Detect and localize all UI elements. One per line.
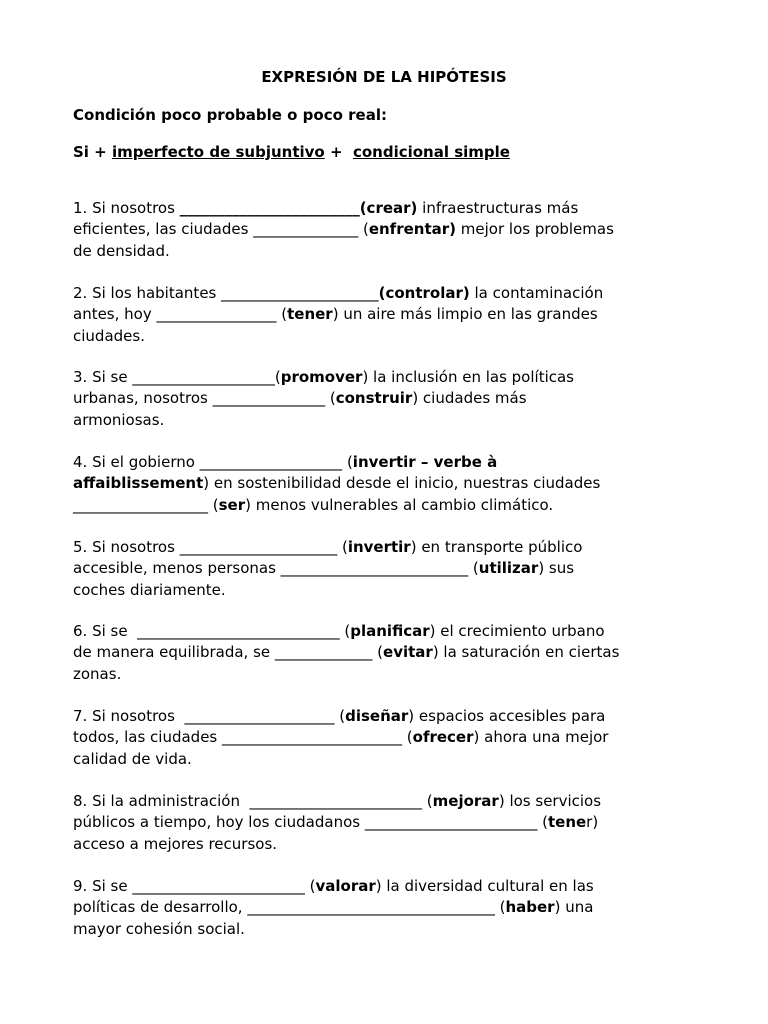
verb-hint: tener [287, 305, 333, 324]
verb-hint: promover [280, 368, 363, 386]
exercise-text: 2. Si los habitantes _____________________ [73, 284, 379, 302]
exercise-text: ) espacios accesibles para [408, 707, 606, 725]
verb-hint: ________________________(crear) [179, 199, 418, 217]
exercise-text: 3. Si se ___________________( [73, 368, 281, 386]
exercise-line [73, 452, 698, 473]
exercise-line [73, 558, 698, 579]
exercise-text: urbanas, nosotros _______________ ( [73, 389, 336, 408]
verb-hint: valorar [315, 877, 376, 895]
exercise-line [73, 897, 698, 918]
exercise-text: ) un aire más limpio en las grandes [332, 305, 598, 324]
verb-hint: enfrentar) [368, 220, 457, 239]
exercise-text: ) la saturación en ciertas [432, 643, 620, 662]
verb-hint: invertir [347, 538, 411, 556]
exercise-text: todos, las ciudades ________________________ ( [73, 728, 413, 747]
exercise-line [73, 834, 698, 855]
verb-hint: construir [335, 389, 413, 408]
exercise-text: 7. Si nosotros ____________________ ( [73, 707, 346, 725]
exercise-text: ciudades. [73, 326, 145, 345]
exercise-line [73, 706, 698, 727]
exercise-text: ) menos vulnerables al cambio climático. [245, 495, 554, 514]
verb-hint: (controlar) [378, 284, 470, 302]
exercise-text: ) ahora una mejor [473, 728, 609, 747]
exercise-line [73, 791, 698, 812]
exercise-line [73, 621, 698, 642]
exercise-text: eficientes, las ciudades ______________ ( [73, 220, 369, 239]
verb-hint: mejorar [432, 792, 499, 810]
exercise-line [73, 537, 698, 558]
verb-hint: planificar [350, 622, 430, 640]
exercise-item [73, 706, 698, 770]
exercise-line [73, 664, 698, 685]
exercise-text: coches diariamente. [73, 580, 226, 599]
exercise-item [73, 452, 698, 516]
exercise-text: 1. Si nosotros [73, 199, 180, 217]
exercise-text: de densidad. [73, 241, 170, 260]
exercise-item [73, 198, 698, 262]
exercise-line [73, 198, 698, 219]
verb-hint: evitar [383, 643, 433, 662]
exercise-text: 5. Si nosotros _____________________ ( [73, 538, 348, 556]
formula-line [73, 142, 510, 163]
exercise-line [73, 219, 698, 240]
verb-hint: tene [547, 813, 587, 832]
exercise-text: de manera equilibrada, se _____________ ( [73, 643, 384, 662]
exercise-text: ) en transporte público [410, 538, 583, 556]
formula-part-imperfect: imperfecto de subjuntivo [111, 143, 325, 161]
verb-hint: affaiblissement [73, 474, 204, 493]
verb-hint: ser [218, 495, 246, 514]
exercise-text: armoniosas. [73, 410, 165, 429]
exercise-text: mayor cohesión social. [73, 919, 245, 938]
exercise-text: ) los servicios [498, 792, 602, 810]
exercise-text: ) la inclusión en las políticas [362, 368, 574, 386]
formula-part-conditional: condicional simple [352, 143, 510, 161]
exercise-text: ) la diversidad cultural en las [375, 877, 594, 895]
exercise-item [73, 791, 698, 855]
exercise-line [73, 876, 698, 897]
exercise-line [73, 283, 698, 304]
exercise-line [73, 812, 698, 833]
verb-hint: utilizar [478, 559, 539, 578]
exercise-text: la contaminación [469, 284, 604, 302]
exercise-line [73, 727, 698, 748]
exercise-line [73, 749, 698, 770]
exercise-text: ) sus [538, 559, 575, 578]
exercise-line [73, 473, 698, 494]
formula-prefix: Si + [73, 143, 112, 161]
exercise-line [73, 919, 698, 940]
exercise-line [73, 367, 698, 388]
exercise-item [73, 537, 698, 601]
exercise-line [73, 326, 698, 347]
exercise-line [73, 304, 698, 325]
exercise-line [73, 495, 698, 516]
exercise-item [73, 876, 698, 940]
exercise-line [73, 642, 698, 663]
exercise-text: 9. Si se _______________________ ( [73, 877, 316, 895]
exercise-line [73, 580, 698, 601]
exercise-text: 6. Si se ___________________________ ( [73, 622, 351, 640]
exercise-text: ) el crecimiento urbano [429, 622, 605, 640]
exercise-text: políticas de desarrollo, _________________________________ ( [73, 898, 506, 917]
exercise-item [73, 367, 698, 431]
exercise-text: infraestructuras más [417, 199, 579, 217]
exercise-text: ) ciudades más [412, 389, 527, 408]
exercise-text: ) una [554, 898, 594, 917]
exercise-line [73, 410, 698, 431]
exercise-item [73, 283, 698, 347]
exercise-item [73, 621, 698, 685]
exercise-text: calidad de vida. [73, 749, 192, 768]
condition-heading: Condición poco probable o poco real: [73, 106, 387, 124]
exercise-text: r) [586, 813, 599, 832]
exercise-text: 8. Si la administración _______________________ ( [73, 792, 433, 810]
page-title: EXPRESIÓN DE LA HIPÓTESIS [261, 68, 507, 86]
exercise-text: acceso a mejores recursos. [73, 834, 278, 853]
verb-hint: diseñar [345, 707, 409, 725]
exercise-text: zonas. [73, 664, 122, 683]
verb-hint: invertir – verbe à [352, 453, 498, 471]
verb-hint: ofrecer [412, 728, 474, 747]
exercise-text: mejor los problemas [456, 220, 614, 239]
exercise-text: públicos a tiempo, hoy los ciudadanos _______________________ ( [73, 813, 548, 832]
exercise-line [73, 388, 698, 409]
exercise-line [73, 241, 698, 262]
exercise-text: 4. Si el gobierno ___________________ ( [73, 453, 353, 471]
formula-joiner: + [324, 143, 353, 161]
exercise-text: __________________ ( [73, 495, 219, 514]
exercise-text: antes, hoy ________________ ( [73, 305, 288, 324]
exercise-text: ) en sostenibilidad desde el inicio, nuestras ciudades [203, 474, 601, 493]
verb-hint: haber [505, 898, 555, 917]
exercise-text: accesible, menos personas _________________________ ( [73, 559, 479, 578]
